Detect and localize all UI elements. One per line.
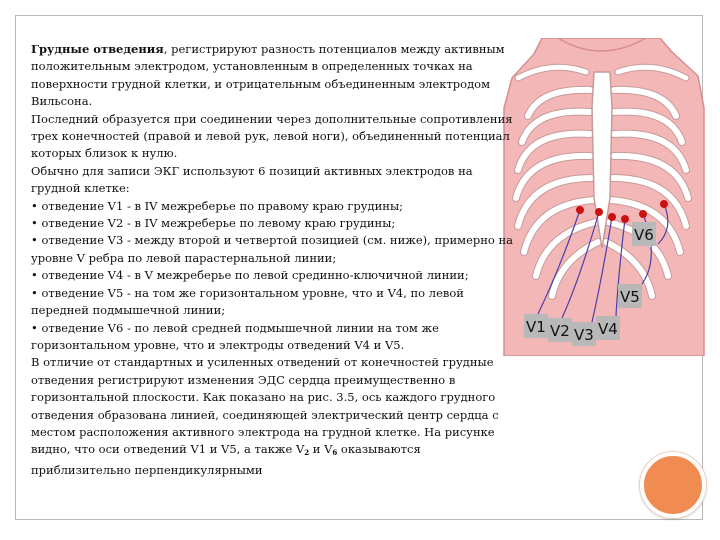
intro-text: , регистрируют разность потенциалов между активным положительным электродом, установленным в определенных точках на поверхности грудной клетки, и отрицательным объединенным электродом Вильсона. xyxy=(31,42,505,109)
decorative-circle xyxy=(640,452,706,518)
label-v5: V5 xyxy=(620,288,640,306)
label-v1: V1 xyxy=(526,318,546,336)
paragraph-axes xyxy=(31,354,516,479)
axes-text-mid: и V xyxy=(309,442,333,457)
list-item-v2: • отведение V2 - в IV межреберье по левому краю грудины; xyxy=(31,216,396,231)
body-text xyxy=(31,41,516,479)
axes-text: В отличие от стандартных и усиленных отведений от конечностей грудные отведения регистрируют изменения ЭДС сердца преимущественно в горизонтальной плоскости. Как показано на рис. 3.5, ось каждого грудного отведения образована линией, соединяющей электрический центр сердца с местом расположения активного электрода на грудной клетке. На рисунке видно, что оси отведений V1 и V5, а также V xyxy=(31,355,499,457)
list-item-v5: • отведение V5 - на том же горизонтальном уровне, что и V4, по левой передней подмышечной линии; xyxy=(31,285,464,318)
electrode-v2 xyxy=(595,208,603,216)
list-item-v6: • отведение V6 - по левой средней подмышечной линии на том же горизонтальном уровне, что и электроды отведений V4 и V5. xyxy=(31,320,439,352)
list-item-v3: • отведение V3 - между второй и четвертой позицией (см. ниже), примерно на уровне V ребра по левой парастернальной линии; xyxy=(31,233,514,265)
term-chest-leads: Грудные отведения xyxy=(31,42,164,56)
label-v6: V6 xyxy=(634,226,654,244)
paragraph-wilson: Последний образуется при соединении через дополнительные сопротивления трех конечностей (правой и левой рук, левой ноги), объединенный потенциал которых близок к нулю. xyxy=(31,111,513,161)
electrode-v3 xyxy=(608,213,616,221)
electrode-v6 xyxy=(660,200,668,208)
electrode-v5 xyxy=(639,210,647,218)
list-item-v1: • отведение V1 - в IV межреберье по правому краю грудины; xyxy=(31,198,403,213)
electrode-v4 xyxy=(621,215,629,223)
chest-lead-diagram xyxy=(500,38,710,356)
label-v4: V4 xyxy=(598,320,618,338)
list-item-v4: • отведение V4 - в V межреберье по левой срединно-ключичной линии; xyxy=(31,268,469,283)
label-v3: V3 xyxy=(574,326,594,344)
subscript-6: 6 xyxy=(332,448,338,458)
paragraph-intro xyxy=(31,41,516,111)
axes-text-end: оказываются приблизительно перпендикулярными xyxy=(31,442,421,477)
paragraph-positions: Обычно для записи ЭКГ используют 6 позиций активных электродов на грудной клетке: xyxy=(31,163,473,196)
label-v2: V2 xyxy=(550,322,570,340)
electrode-v1 xyxy=(576,206,584,214)
subscript-2: 2 xyxy=(304,448,310,458)
